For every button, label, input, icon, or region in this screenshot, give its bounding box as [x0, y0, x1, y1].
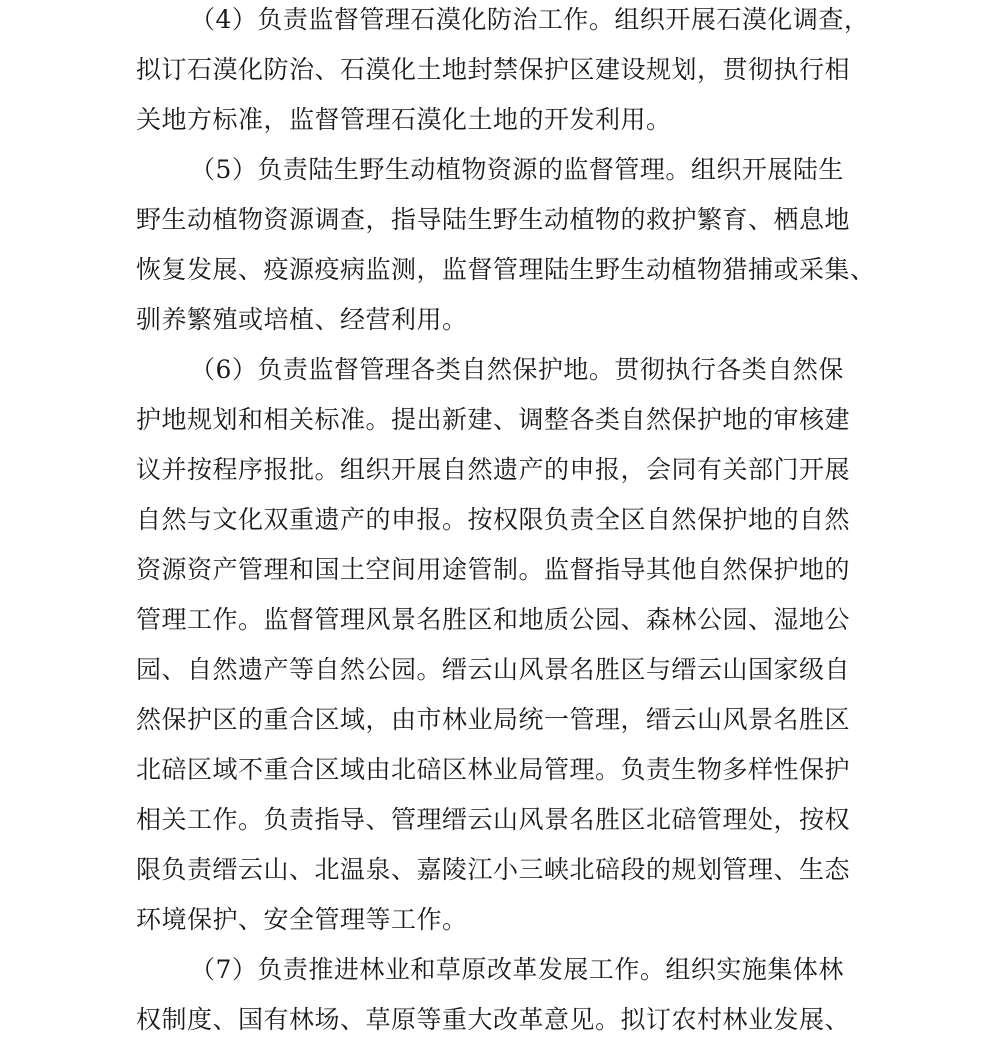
- paragraph-6-line-6: 管理工作。监督管理风景名胜区和地质公园、森林公园、湿地公: [136, 605, 851, 634]
- paragraph-5-line-1: （5）负责陆生野生动植物资源的监督管理。组织开展陆生: [190, 155, 844, 184]
- paragraph-6-line-4: 自然与文化双重遗产的申报。按权限负责全区自然保护地的自然: [136, 505, 851, 534]
- paragraph-6-line-8: 然保护区的重合区域，由市林业局统一管理，缙云山风景名胜区: [136, 705, 851, 734]
- paragraph-4-line-1: （4）负责监督管理石漠化防治工作。组织开展石漠化调查，: [190, 5, 870, 34]
- paragraph-6-line-1: （6）负责监督管理各类自然保护地。贯彻执行各类自然保: [190, 355, 844, 384]
- paragraph-4-line-2: 拟订石漠化防治、石漠化土地封禁保护区建设规划，贯彻执行相: [136, 55, 851, 84]
- paragraph-6-line-3: 议并按程序报批。组织开展自然遗产的申报，会同有关部门开展: [136, 455, 851, 484]
- paragraph-7-line-2: 权制度、国有林场、草原等重大改革意见。拟订农村林业发展、: [136, 1005, 851, 1034]
- paragraph-6-line-12: 环境保护、安全管理等工作。: [136, 905, 468, 934]
- paragraph-6-line-7: 园、自然遗产等自然公园。缙云山风景名胜区与缙云山国家级自: [136, 655, 851, 684]
- paragraph-6-line-10: 相关工作。负责指导、管理缙云山风景名胜区北碚管理处，按权: [136, 805, 851, 834]
- paragraph-4-line-3: 关地方标准，监督管理石漠化土地的开发利用。: [136, 105, 672, 134]
- paragraph-6-line-11: 限负责缙云山、北温泉、嘉陵江小三峡北碚段的规划管理、生态: [136, 855, 851, 884]
- paragraph-6-line-5: 资源资产管理和国土空间用途管制。监督指导其他自然保护地的: [136, 555, 851, 584]
- paragraph-7-line-1: （7）负责推进林业和草原改革发展工作。组织实施集体林: [190, 955, 844, 984]
- paragraph-5-line-4: 驯养繁殖或培植、经营利用。: [136, 305, 468, 334]
- paragraph-5-line-2: 野生动植物资源调查，指导陆生野生动植物的救护繁育、栖息地: [136, 205, 851, 234]
- paragraph-6-line-9: 北碚区域不重合区域由北碚区林业局管理。负责生物多样性保护: [136, 755, 851, 784]
- paragraph-6-line-2: 护地规划和相关标准。提出新建、调整各类自然保护地的审核建: [136, 405, 851, 434]
- paragraph-5-line-3: 恢复发展、疫源疫病监测，监督管理陆生野生动植物猎捕或采集、: [136, 255, 876, 284]
